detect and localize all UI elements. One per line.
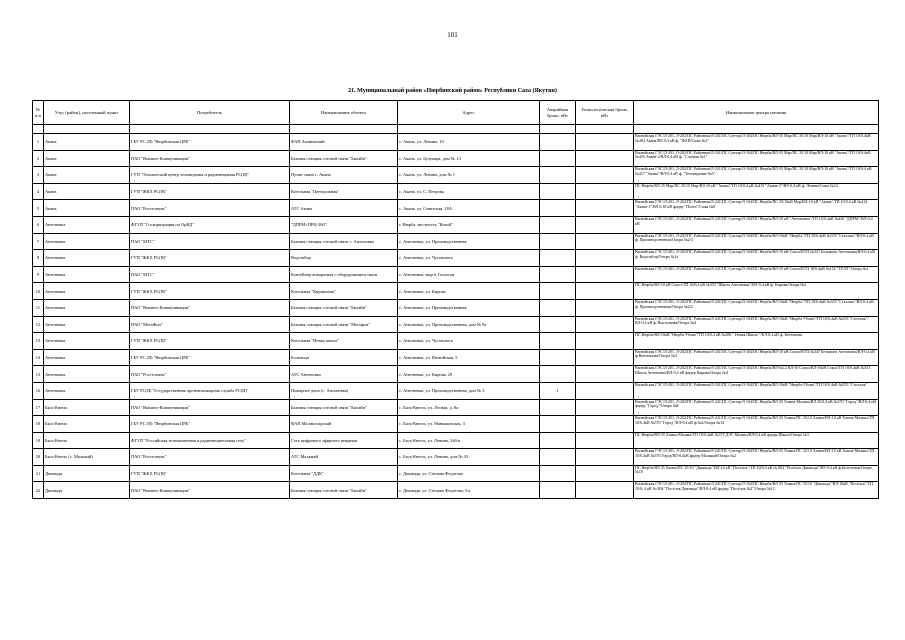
cell-number: 13 bbox=[33, 333, 44, 350]
cell-number: 3 bbox=[33, 167, 44, 184]
cell-number: 22 bbox=[33, 482, 44, 499]
cell-place: Акана bbox=[44, 200, 130, 217]
source-text: Вилюйская ГЭС/Л-201, Л-202/ПС Районная/Л-241/ПС Сунтар/Л-104/ПС Нюрба/ВЛ-35 Мар/ПС 35/10 Мар/ВЛ-10 кВ "Акана"/ТП 10/0,4кВ №404 Акана/ВЛ-0,4 кВ ф. "ФАП/Сажа №1" bbox=[635, 134, 871, 143]
cell-emergency bbox=[540, 416, 576, 433]
table-row bbox=[33, 366, 879, 383]
source-text: Вилюйская ГЭС/Л-201, Л-202/ПС Районная/Л-241/ПС Сунтар/Л-104/ПС Нюрба/ВЛ-10кВ "Нюрба"/ТП 10/0,4кВ №555 "Стеллаж"/ВЛ-0,4 кВ ф. Производственная/Опора №2/3 bbox=[635, 233, 874, 243]
cell-emergency bbox=[540, 266, 576, 283]
cell-place: Антоновка bbox=[44, 283, 130, 300]
cell-source bbox=[634, 266, 879, 283]
cell-place: Антоновка bbox=[44, 233, 130, 250]
cell-tech bbox=[576, 283, 634, 300]
cell-place: Дикимдя bbox=[44, 482, 130, 499]
cell-emergency bbox=[540, 482, 576, 499]
cell-emergency bbox=[540, 200, 576, 217]
cell-number: 11 bbox=[33, 299, 44, 316]
table-row bbox=[33, 482, 879, 499]
header-place: Улус (район), населенный пункт bbox=[44, 101, 130, 125]
cell-consumer: ПАО "МегаФон" bbox=[130, 316, 290, 333]
cell-address: с. Бясь-Кюель, ул. Лесная, д. 8а bbox=[398, 399, 540, 416]
cell-consumer: ПАО "МТС" bbox=[130, 266, 290, 283]
source-text: Вилюйская ГЭС/Л-201, Л-202/ПС Районная/Л-241/ПС Сунтар/Л-104/ПС Нюрба/ВЛ-10 кВ Сокол/КТП №347 Бельминг Антоновка/ВЛ-0,4 кВ ф.Вокзальная/Опора №3 bbox=[635, 349, 875, 359]
cell-place: Акана bbox=[44, 134, 130, 151]
cell-emergency bbox=[540, 283, 576, 300]
cell-tech bbox=[576, 449, 634, 466]
cell-number: 14 bbox=[33, 349, 44, 366]
cell-number: 20 bbox=[33, 449, 44, 466]
cell-consumer: ГБУ РС (Я) "Нюрбинская ЦРБ" bbox=[130, 134, 290, 151]
cell-place: Бясь-Кюель bbox=[44, 416, 130, 433]
table-row bbox=[33, 382, 879, 399]
table-row bbox=[33, 183, 879, 200]
source-text: Вилюйская ГЭС/Л-201, Л-202/ПС Районная/Л-241/ПС Сунтар/Л-104/ПС Нюрба/ВЛ-10кВ "Нюрба-Убоян"/ТП 10/0,4кВ №555 "Стеллаж"/ВЛ-0,4 кВ ф. Вокзальная/Опора №4 bbox=[635, 316, 869, 326]
cell-source bbox=[634, 200, 879, 217]
cell-place: Антоновка bbox=[44, 333, 130, 350]
cell-object: Базовая станция сотовой связи "Билайн" bbox=[290, 482, 398, 499]
table-row bbox=[33, 316, 879, 333]
cell-consumer: ГУП "Технический центр телевидения и радиовещания РС(Я)" bbox=[130, 167, 290, 184]
cell-object: Котельная "Кирпичная" bbox=[290, 283, 398, 300]
cell-consumer: ГУП "ЖКХ РС(Я)" bbox=[130, 333, 290, 350]
cell-source bbox=[634, 167, 879, 184]
cell-consumer: ГУП "ЖКХ РС(Я)" bbox=[130, 250, 290, 267]
cell-emergency bbox=[540, 167, 576, 184]
cell-source bbox=[634, 449, 879, 466]
cell-consumer: ПАО "Вымпел-Коммуникации" bbox=[130, 399, 290, 416]
cell-place: Бясь-Кюель (с. Малыкай) bbox=[44, 449, 130, 466]
cell-consumer: ПАО "Вымпел-Коммуникации" bbox=[130, 150, 290, 167]
cell-emergency bbox=[540, 333, 576, 350]
cell-object: Пожарное депо (с. Антоновка) bbox=[290, 382, 398, 399]
cell-source bbox=[634, 233, 879, 250]
table-header-row bbox=[33, 101, 879, 125]
cell-emergency bbox=[540, 299, 576, 316]
cell-tech bbox=[576, 299, 634, 316]
cell-address: с. Бясь-Кюель, ул. Ленина, 34б/и bbox=[398, 432, 540, 449]
cell-emergency bbox=[540, 233, 576, 250]
cell-source bbox=[634, 183, 879, 200]
cell-number: 10 bbox=[33, 283, 44, 300]
table-row bbox=[33, 449, 879, 466]
table-row bbox=[33, 216, 879, 233]
cell-emergency bbox=[540, 449, 576, 466]
cell-object: Базовая станция сотовой связи "Билайн" bbox=[290, 399, 398, 416]
source-text: ПС Нюрба/ВЛ 35 Хампа/ПС 35/10 "Дикимдя"/ВЛ-10 кВ "Посёлок"/ТП 10/0,4 кВ № 804 "Посёлок Дикимдя"/ВЛ-0,4 кВ ф.Котельная/Опора №10 bbox=[635, 465, 872, 475]
cell-number: 19 bbox=[33, 432, 44, 449]
cell-number: 7 bbox=[33, 233, 44, 250]
cell-address: с. Антоновка, ул. Производственная bbox=[398, 233, 540, 250]
cell-source bbox=[634, 216, 879, 233]
cell-source bbox=[634, 482, 879, 499]
table-row bbox=[33, 333, 879, 350]
source-text: Вилюйская ГЭС/Л-201, Л-202/ПС Районная/Л-241/ПС Сунтар/Л-104/ПС Нюрба/ВЛ-35 Хампа/ПС 35/10 "Дикимдя"/ВЛ-10кВ "Посёлок"/ТП 10/0, 4 кВ № 804 "Посёлок Дикимдя"/ВЛ-0,4 кВ фидер "Посёлок №2"/Опора №12 bbox=[635, 482, 874, 492]
cell-number: 5 bbox=[33, 200, 44, 217]
cell-emergency bbox=[540, 134, 576, 151]
cell-consumer: ГБУ РС (Я) "Нюрбинская ЦРБ" bbox=[130, 416, 290, 433]
cell-object: Базовая станция сотовой связи "Билайн" bbox=[290, 150, 398, 167]
cell-address: с. Антоновка, ул. Производственная, дом № 9а bbox=[398, 316, 540, 333]
cell-consumer: ФГУП "Российская телевизионная и радиовещательная сеть" bbox=[130, 432, 290, 449]
source-text: Вилюйская ГЭС/Л-201, Л-202/ПС Районная/Л-241/ПС Сунтар/Л-104/ПС Нюрба/ВЛ-№12 ВЛ-10 Сокол/ВЛ-10кВ Сокол/ТП 10/0,4кВ №353 Школа Антоновка/ВЛ-0,4 кВ фидер Кирова/Опора №4 bbox=[635, 366, 871, 375]
cell-number: 21 bbox=[33, 465, 44, 482]
cell-consumer: ГБУ РС (Я) "Нюрбинская ЦРБ" bbox=[130, 349, 290, 366]
source-text: Вилюйская ГЭС/Л-201, Л-202/ПС Районная/Л-241/ПС Сунтар/Л-104/ПС Нюрба/ВЛ-10кВ "Нюрба"/ТП 10/0,4кВ №555 "Стеллаж"/ВЛ-0,4 кВ ф. Производственная/Опора №2/2 bbox=[635, 299, 874, 309]
cell-number: 12 bbox=[33, 316, 44, 333]
source-text: Вилюйская ГЭС/Л-201, Л-202/ПС Районная/Л-241/ПС Сунтар/Л-104/ПС Нюрба/ВЛ-35 Хампа/ПС 35/10 Хампа/ВЛ-10 кВ Хампа-Маликэ/ТП 10/0,4кВ №570 "Город"/ВЛ-0,4 кВ ф.№2/Опора №12 bbox=[635, 416, 875, 425]
cell-place: Антоновка bbox=[44, 316, 130, 333]
cell-number: 1 bbox=[33, 134, 44, 151]
cell-address: г. Нюрба, местность "Кокай" bbox=[398, 216, 540, 233]
cell-consumer: ПАО "Ростелеком" bbox=[130, 366, 290, 383]
cell-place: Бясь-Кюель bbox=[44, 432, 130, 449]
source-text: Вилюйская ГЭС/Л-201, Л-202/ПС Районная/Л-241/ПС Сунтар/Л-104/ПС Нюрба/ВЛ-35 Мар/ПС 35/10 Мар/ВЛ-10 кВ "Акана"/ТП 10/0,4 кВ №417 "Акана"/ВЛ-0,4 кВ ф. "Телевидение №3" bbox=[635, 167, 872, 176]
cell-address: с. Антоновка, ул. Вилюйская, 5 bbox=[398, 349, 540, 366]
cell-source bbox=[634, 416, 879, 433]
cell-place: Антоновка bbox=[44, 382, 130, 399]
source-text: ПС Нюрба/ВЛ-10кВ "Нюрба-Убоян"/ТП 10/0,4 кВ №386 " Новая Школа "/КЛ-0,4 кВ ф. Котельная bbox=[635, 333, 802, 338]
cell-place: Антоновка bbox=[44, 216, 130, 233]
cell-address: с. Акана, ул. С. Петрова bbox=[398, 183, 540, 200]
table-row bbox=[33, 283, 879, 300]
header-tech: Технологическая бронь, кВт bbox=[576, 101, 634, 125]
cell-object: Котельная "Центральная" bbox=[290, 183, 398, 200]
cell-consumer: ПАО "МТС" bbox=[130, 233, 290, 250]
table-row bbox=[33, 167, 879, 184]
cell-object: Котельная "ДДК" bbox=[290, 465, 398, 482]
cell-object: "ДПРМ+ПРЦ-260" bbox=[290, 216, 398, 233]
cell-address: с. Антоновка, ул. Чусовского bbox=[398, 250, 540, 267]
header-consumer: Потребитель bbox=[130, 101, 290, 125]
section-title: 21. Муниципальный район «Нюрбинский район» Республики Саха (Якутия) bbox=[348, 88, 557, 94]
cell-number: 6 bbox=[33, 216, 44, 233]
cell-tech bbox=[576, 465, 634, 482]
table-row bbox=[33, 432, 879, 449]
source-text: ПС Нюрба/ВЛ-35 Хампа-Маликэ/ТП 10/0,4кВ №571 ДЭС Маликэ/ВЛ-0,4 кВ фидер Школа/Опора №3 bbox=[635, 432, 809, 437]
cell-emergency bbox=[540, 349, 576, 366]
cell-address: с. Антоновка, ул. Производственная, дом № 3 bbox=[398, 382, 540, 399]
source-text: Вилюйская ГЭС/Л-201, Л-202/ПС Районная/Л-241/ПС Сунтар/Л-104/ПС Нюрба/ВЛ-10 кВ Сокол/КТП №347 Бельминг Антоновка/ВЛ-0,4 кВ ф. Водозабор/Опора №1а bbox=[635, 250, 875, 259]
table-row bbox=[33, 233, 879, 250]
header-object: Наименование объекта bbox=[290, 101, 398, 125]
table-row bbox=[33, 250, 879, 267]
cell-tech bbox=[576, 183, 634, 200]
cell-tech bbox=[576, 200, 634, 217]
cell-emergency bbox=[540, 316, 576, 333]
cell-address: с. Антоновка, мкр-н Геологов bbox=[398, 266, 540, 283]
cell-place: Антоновка bbox=[44, 366, 130, 383]
cell-emergency bbox=[540, 399, 576, 416]
cell-object: Сеть цифрового эфирного вещания bbox=[290, 432, 398, 449]
cell-address: с. Антоновка, ул. Кирова bbox=[398, 283, 540, 300]
table-row bbox=[33, 416, 879, 433]
cell-source bbox=[634, 316, 879, 333]
cell-tech bbox=[576, 150, 634, 167]
cell-object: ФАП Аканинский bbox=[290, 134, 398, 151]
source-text: ПС Нюрба/ВЛ-35 Мар/ПС 35/10 Мар/ВЛ-10 кВ "Акана"/ТП 10/0,4 кВ №419 "Акана-2"/ВЛ-0,4 кВ ф. Ленина/Сажа №12 bbox=[635, 183, 838, 188]
cell-consumer: ГУП "ЖКХ РС(Я)" bbox=[130, 183, 290, 200]
cell-consumer: ГУП "ЖКХ РС(Я)" bbox=[130, 283, 290, 300]
cell-consumer: ПАО "Вымпел-Коммуникации" bbox=[130, 299, 290, 316]
cell-number: 2 bbox=[33, 150, 44, 167]
cell-emergency bbox=[540, 150, 576, 167]
cell-consumer: ПАО "Ростелеком" bbox=[130, 200, 290, 217]
source-text: Вилюйская ГЭС/Л-201, Л-202/ПС Районная/Л-241/ПС Сунтар/Л-104/ПС Нюрба/ВЛ-35 Мар/ПС 35/10 Мар/ВЛ-10 кВ "Акана"/ТП 10/0,4кВ №416 Акана-2/ВЛ-0,4 кВ ф. "Сотовая №1" bbox=[635, 150, 871, 160]
cell-object: Больница bbox=[290, 349, 398, 366]
cell-address: с. Антоновка, ул. Кирова, 29 bbox=[398, 366, 540, 383]
cell-source bbox=[634, 432, 879, 449]
cell-emergency bbox=[540, 250, 576, 267]
cell-address: с. Дикимдя, ул. Степана Федотова bbox=[398, 465, 540, 482]
cell-tech bbox=[576, 366, 634, 383]
header-source: Наименование центра питания bbox=[634, 101, 879, 125]
cell-emergency bbox=[540, 216, 576, 233]
cell-number: 4 bbox=[33, 183, 44, 200]
header-number: № п/п bbox=[33, 101, 44, 125]
cell-source bbox=[634, 382, 879, 399]
cell-tech bbox=[576, 216, 634, 233]
cell-source bbox=[634, 349, 879, 366]
cell-tech bbox=[576, 134, 634, 151]
table-row bbox=[33, 134, 879, 151]
table-row bbox=[33, 465, 879, 482]
cell-number: 16 bbox=[33, 382, 44, 399]
cell-place: Акана bbox=[44, 167, 130, 184]
table-row bbox=[33, 200, 879, 217]
cell-object: Базовая станция сотовой связи с. Антоновка bbox=[290, 233, 398, 250]
cell-tech bbox=[576, 266, 634, 283]
cell-consumer: ПАО "Ростелеком" bbox=[130, 449, 290, 466]
cell-tech bbox=[576, 349, 634, 366]
cell-tech bbox=[576, 482, 634, 499]
cell-address: с. Бясь-Кюель, ул. Ленина, дом № 43 bbox=[398, 449, 540, 466]
cell-object: Водозабор bbox=[290, 250, 398, 267]
cell-tech bbox=[576, 416, 634, 433]
cell-tech bbox=[576, 233, 634, 250]
cell-tech bbox=[576, 382, 634, 399]
cell-emergency: 1 bbox=[540, 382, 576, 399]
cell-source bbox=[634, 134, 879, 151]
cell-source bbox=[634, 150, 879, 167]
cell-tech bbox=[576, 432, 634, 449]
cell-tech bbox=[576, 250, 634, 267]
cell-number: 17 bbox=[33, 399, 44, 416]
cell-object: АТС Акана bbox=[290, 200, 398, 217]
cell-emergency bbox=[540, 432, 576, 449]
header-address: Адрес bbox=[398, 101, 540, 125]
cell-consumer: ФГУП "Госкорпорация по ОрВД" bbox=[130, 216, 290, 233]
cell-place: Бясь-Кюель bbox=[44, 399, 130, 416]
cell-place: Акана bbox=[44, 150, 130, 167]
page-number: 101 bbox=[447, 31, 458, 39]
cell-number: 9 bbox=[33, 266, 44, 283]
source-text: Вилюйская ГЭС/Л-201, Л-202/ПС Районная/Л-241/ПС Сунтар/Л-104/ПС Нюрба/ВЛ-35 Хампа-Маликэ/ВЛ 35/0,4 кВ №570 "Город"/ВЛ-0,4 кВ фидер "Город"/Опора №8 bbox=[635, 399, 876, 409]
cell-place: Акана bbox=[44, 183, 130, 200]
table-row bbox=[33, 349, 879, 366]
source-text: ПС Нюрба/ВЛ-10 кВ Сокол/ТП 10/0,4 кВ №353 "Школа Антоновка"/ВЛ-0,4 кВ ф. Кирова/Опора №4 bbox=[635, 283, 807, 288]
cell-source bbox=[634, 366, 879, 383]
source-text: Вилюйская ГЭС/Л-201, Л-202/ПС Районная/Л-241/ПС Сунтар/Л-104/ПС Нюрба/ВЛ-10 кВ Сокол/КТП 10/0,4кВ №152 "ТРЭЛ"/Опора №1 bbox=[635, 266, 869, 271]
cell-tech bbox=[576, 399, 634, 416]
cell-object: АТС Малыкай bbox=[290, 449, 398, 466]
cell-number: 18 bbox=[33, 416, 44, 433]
cell-emergency bbox=[540, 366, 576, 383]
cell-address: с. Антоновка, ул. Чусовского bbox=[398, 333, 540, 350]
cell-emergency bbox=[540, 183, 576, 200]
source-text: Вилюйская ГЭС/Л-201, Л-202/ПС Районная/Л-241/ПС Сунтар/Л-104/ПС Нюрба/ВЛ-10кВ "Нюрба-Убоян"/ТП 10/0,4кВ №555 "Стеллаж" bbox=[635, 382, 868, 387]
cell-tech bbox=[576, 333, 634, 350]
cell-address: с. Дикимдя, ул. Степана Федотова, 5/а bbox=[398, 482, 540, 499]
table-row bbox=[33, 399, 879, 416]
cell-number: 8 bbox=[33, 250, 44, 267]
cell-consumer: ГУП "ЖКХ РС(Я)" bbox=[130, 465, 290, 482]
cell-place: Дикимдя bbox=[44, 465, 130, 482]
cell-consumer: ГБУ РС(Я) "Государственная противопожарная служба РС(Я)" bbox=[130, 382, 290, 399]
cell-source bbox=[634, 465, 879, 482]
cell-number: 15 bbox=[33, 366, 44, 383]
cell-source bbox=[634, 250, 879, 267]
consumers-table bbox=[32, 100, 879, 499]
cell-emergency bbox=[540, 465, 576, 482]
cell-object: ФАП Маликэсирский bbox=[290, 416, 398, 433]
cell-object: Базовая станция сотовой связи "Билайн" bbox=[290, 299, 398, 316]
cell-source bbox=[634, 399, 879, 416]
cell-address: с. Акана, ул. Ленина, 19 bbox=[398, 134, 540, 151]
cell-source bbox=[634, 333, 879, 350]
cell-object: АТС Антоновка bbox=[290, 366, 398, 383]
table-row bbox=[33, 299, 879, 316]
cell-place: Антоновка bbox=[44, 266, 130, 283]
source-text: Вилюйская ГЭС/Л-201, Л-202/ПС Районная/Л-241/ПС Сунтар/Л-104/ПС Нюрба/ВЛ-10 кВ "Антоновка"/ТП 10/0,4кВ №436 "ДПРМ"/ВЛ-0,4 кВ bbox=[635, 216, 873, 226]
cell-source bbox=[634, 283, 879, 300]
source-text: Вилюйская ГЭС/Л-201, Л-202/ПС Районная/Л-241/ПС Сунтар/Л-104/ПС Нюрба/ВЛ-35 Хампа/ПС 35/10 Хампа/ВЛ-10 кВ Хампа-Маликэ/ТП 10/0,4кВ №570 Город/ВЛ-0,4кВ фидер Малыкай/Опора №2 bbox=[635, 449, 875, 458]
cell-object: Котельная "Новая школа" bbox=[290, 333, 398, 350]
cell-place: Антоновка bbox=[44, 299, 130, 316]
cell-source bbox=[634, 299, 879, 316]
cell-address: с. Акана, ул. Бучукара, дом № 1/1 bbox=[398, 150, 540, 167]
cell-address: с. Антоновка, ул. Производственная bbox=[398, 299, 540, 316]
header-emergency: Аварийная бронь, кВт bbox=[540, 101, 576, 125]
table-spacer-row bbox=[33, 125, 879, 134]
cell-object: Пункт связи с. Акана bbox=[290, 167, 398, 184]
source-text: Вилюйская ГЭС/Л-201, Л-202/ПС Районная/Л-241/ПС Сунтар/Л-104/ПС Нюрба/ПС 35/10кВ Мар/ВЛ-10 кВ "Акана"/ТП 10/0,4 кВ №414 "Акана-1"/ВЛ 0,38 кВ фидер "Почта"/Сажа №8 bbox=[635, 200, 868, 209]
cell-object: Базовая станция сотовой связи "Мегафон" bbox=[290, 316, 398, 333]
cell-address: с. Акана, ул. Ленина, дом № 1 bbox=[398, 167, 540, 184]
cell-place: Антоновка bbox=[44, 250, 130, 267]
cell-consumer: ПАО "Вымпел-Коммуникации" bbox=[130, 482, 290, 499]
cell-tech bbox=[576, 316, 634, 333]
cell-address: с. Бясь-Кюель, ул. Маньяковская, 3 bbox=[398, 416, 540, 433]
cell-object: Контейнер-аппаратная с оборудованием связи bbox=[290, 266, 398, 283]
table-row bbox=[33, 150, 879, 167]
cell-place: Антоновка bbox=[44, 349, 130, 366]
cell-address: с. Акана, ул. Советская, 18А bbox=[398, 200, 540, 217]
table-row bbox=[33, 266, 879, 283]
cell-tech bbox=[576, 167, 634, 184]
